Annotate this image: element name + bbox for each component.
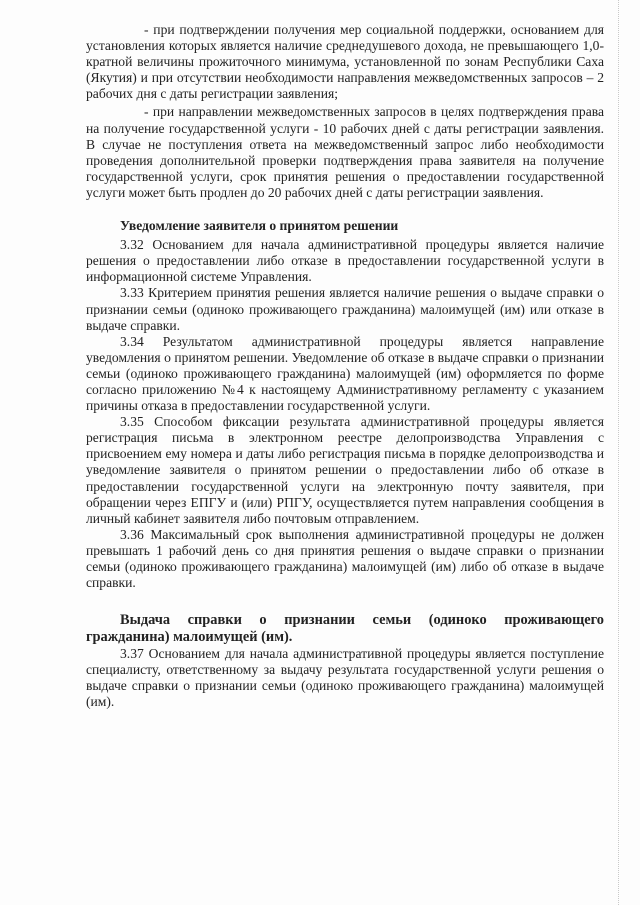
body-paragraph: 3.32 Основанием для начала административной процедуры является наличие решения о предоставлении либо отказе в предоставлении государственной услуги в информационной системе Управления. bbox=[86, 237, 604, 285]
body-paragraph: 3.34 Результатом административной процедуры является направление уведомления о принятом решении. Уведомление об отказе в выдаче справки о признании семьи (одиноко проживающего гражданина) малоимущей (им) оформляется по форме согласно приложению №4 к настоящему Административному регламенту с указанием причины отказа в предоставлении государственной услуги. bbox=[86, 333, 604, 414]
list-item-paragraph: - при подтверждении получения мер социальной поддержки, основанием для установления которых является наличие среднедушевого дохода, не превышающего 1,0-кратной величины прожиточного минимума, установленной по зонам Республики Саха (Якутия) и при отсутствии необходимости направления межведомственных запросов – 2 рабочих дня с даты регистрации заявления; bbox=[86, 22, 604, 102]
section-heading: Выдача справки о признании семьи (одиноко проживающего гражданина) малоимущей (им). bbox=[86, 612, 604, 646]
body-paragraph: 3.37 Основанием для начала административной процедуры является поступление специалисту, ответственному за выдачу результата государственной услуги решения о выдаче справки о признании семьи (одиноко проживающего гражданина) малоимущей (им). bbox=[86, 646, 604, 710]
body-paragraph: 3.33 Критерием принятия решения является наличие решения о выдаче справки о признании семьи (одиноко проживающего гражданина) малоимущей (им) или отказе в выдаче справки. bbox=[86, 285, 604, 333]
body-paragraph: 3.35 Способом фиксации результата административной процедуры является регистрация письма в электронном реестре делопроизводства Управления с присвоением ему номера и даты либо регистрация письма в порядке делопроизводства и уведомление заявителя о принятом решении о предоставлении либо об отказе в предоставлении государственной услуги на электронную почту заявителя, при обращении через ЕПГУ и (или) РПГУ, осуществляется путем направления сообщения в личный кабинет заявителя либо почтовым отправлением. bbox=[86, 414, 604, 526]
page-margin-line bbox=[618, 0, 619, 905]
body-paragraph: 3.36 Максимальный срок выполнения административной процедуры не должен превышать 1 рабочий день со дня принятия решения о выдаче справки о признании семьи (одиноко проживающего гражданина) малоимущей (им) либо об отказе в выдаче справки. bbox=[86, 526, 604, 591]
section-heading: Уведомление заявителя о принятом решении bbox=[120, 218, 399, 234]
list-item-paragraph: - при направлении межведомственных запросов в целях подтверждения права на получение государственной услуги - 10 рабочих дней с даты регистрации заявления. В случае не поступления ответа на межведомственный запрос либо необходимости проведения дополнительной проверки подтверждения права заявителя на получение государственной услуги, срок принятия решения о предоставлении государственной услуги может быть продлен до 20 рабочих дней с даты регистрации заявления. bbox=[86, 104, 604, 200]
document-body bbox=[86, 22, 604, 711]
